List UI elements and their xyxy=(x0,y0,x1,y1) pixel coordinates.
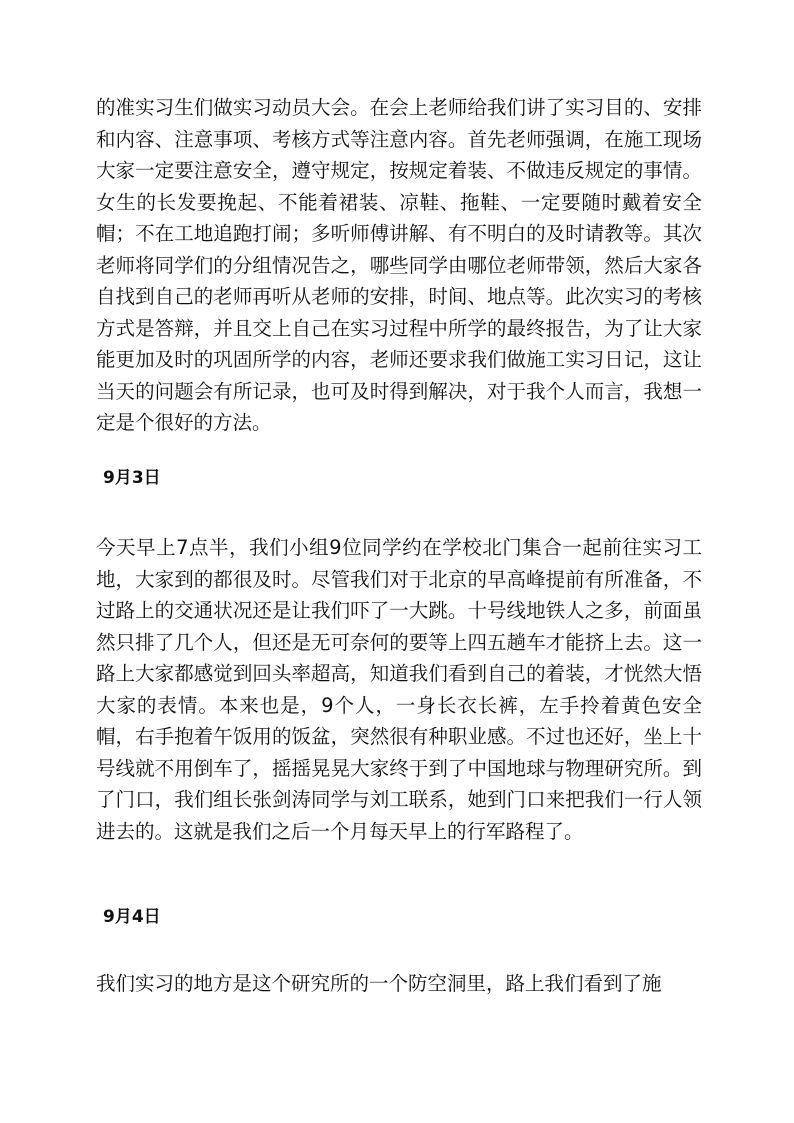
paragraph-commute-to-site: 今天早上7点半，我们小组9位同学约在学校北门集合一起前往实习工地，大家到的都很及时。尽管我们对于北京的早高峰提前有所准备，不过路上的交通状况还是让我们吓了一大跳。十号线地铁人之多，前面虽然只排了几个人，但还是无可奈何的要等上四五趟车才能挤上去。这一路上大家都感觉到回头率超高，知道我们看到自己的着装，才恍然大悟大家的表情。本来也是，9个人，一身长衣长裤，左手拎着黄色安全帽，右手抱着午饭用的饭盆，突然很有种职业感。不过也还好，坐上十号线就不用倒车了，摇摇晃晃大家终于到了中国地球与物理研究所。到了门口，我们组长张剑涛同学与刘工联系，她到门口来把我们一行人领进去的。这就是我们之后一个月每天早上的行军路程了。 xyxy=(96,536,702,843)
paragraph-mobilization-meeting: 的准实习生们做实习动员大会。在会上老师给我们讲了实习目的、安排和内容、注意事项、考核方式等注意内容。首先老师强调，在施工现场大家一定要注意安全，遵守规定，按规定着装、不做违反规定的事情。女生的长发要挽起、不能着裙装、凉鞋、拖鞋、一定要随时戴着安全帽；不在工地追跑打闹；多听师傅讲解、有不明白的及时请教等。其次老师将同学们的分组情况告之，哪些同学由哪位老师带领，然后大家各自找到自己的老师再听从老师的安排，时间、地点等。此次实习的考核方式是答辩，并且交上自己在实习过程中所学的最终报告，为了让大家能更加及时的巩固所学的内容，老师还要求我们做施工实习日记，这让当天的问题会有所记录，也可及时得到解决，对于我个人而言，我想一定是个很好的方法。 xyxy=(96,96,702,434)
date-heading-sep-3: 9月3日 xyxy=(103,468,161,488)
date-heading-sep-4: 9月4日 xyxy=(103,907,161,927)
paragraph-internship-location: 我们实习的地方是这个研究所的一个防空洞里，路上我们看到了施 xyxy=(96,972,662,995)
